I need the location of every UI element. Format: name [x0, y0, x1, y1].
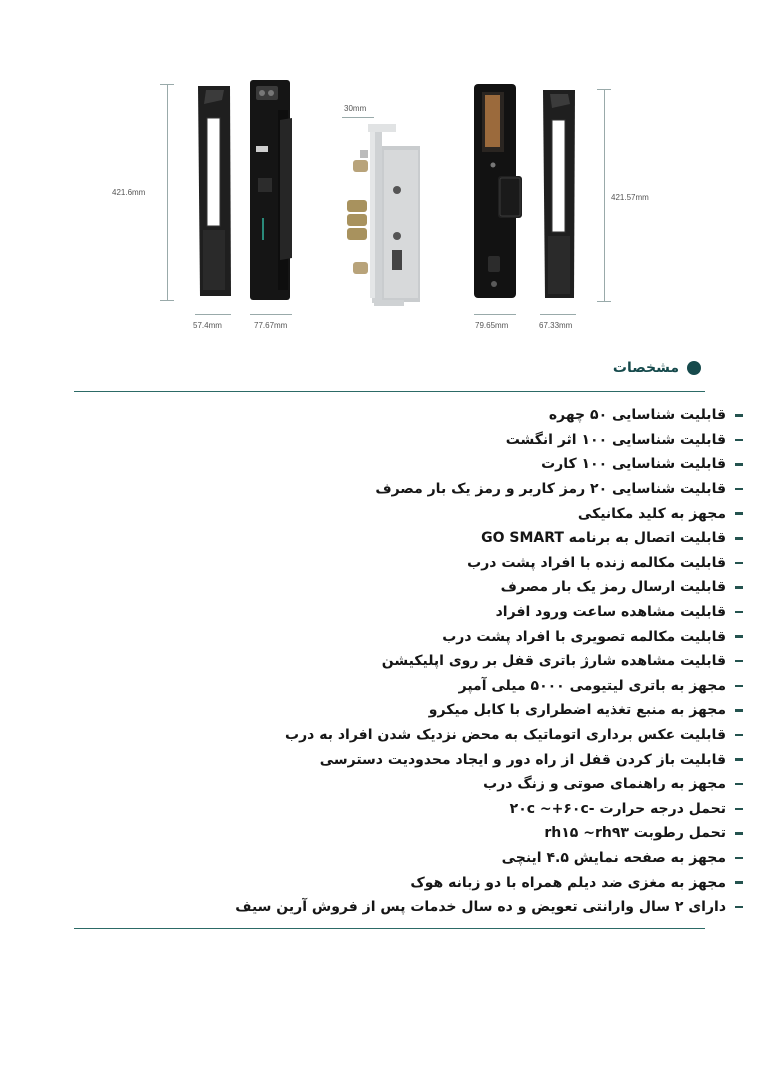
bottom-divider: [74, 928, 705, 929]
dash-bullet-icon: [735, 463, 743, 466]
spec-text: تحمل رطوبت rh۱۵ ~rh۹۳: [544, 825, 726, 842]
dash-bullet-icon: [735, 439, 743, 442]
dash-bullet-icon: [735, 562, 743, 565]
spec-text: مجهز به راهنمای صوتی و زنگ درب: [483, 776, 726, 793]
dash-bullet-icon: [735, 611, 743, 614]
right-height-label: 421.57mm: [611, 193, 649, 202]
spec-text: دارای ۲ سال وارانتی تعویض و ده سال خدمات پس از فروش آرین سیف: [235, 899, 726, 916]
spec-item: [103, 797, 743, 822]
specs-section-header: [613, 360, 701, 376]
specs-list: [103, 403, 743, 919]
dash-bullet-icon: [735, 734, 743, 737]
spec-item: [103, 575, 743, 600]
spec-text: مجهز به کلید مکانیکی: [577, 505, 726, 522]
spec-item: [103, 452, 743, 477]
spec-text: قابلیت مشاهده ساعت ورود افراد: [495, 604, 726, 621]
spec-text: قابلیت شناسایی ۱۰۰ کارت: [541, 456, 726, 473]
dash-bullet-icon: [735, 488, 743, 491]
bullet-dot-icon: [687, 361, 701, 375]
spec-item: [103, 772, 743, 797]
spec-item: [103, 821, 743, 846]
mortise-width-label: 30mm: [344, 104, 367, 113]
dash-bullet-icon: [735, 635, 743, 638]
spec-item: [103, 747, 743, 772]
width-label-2: 77.67mm: [254, 321, 288, 330]
spec-text: قابلیت مکالمه زنده با افراد پشت درب: [467, 554, 726, 571]
spec-text: مجهز به منبع تغذیه اضطراری با کابل میکرو: [428, 702, 726, 719]
dash-bullet-icon: [735, 586, 743, 589]
spec-item: [103, 428, 743, 453]
spec-item: [103, 501, 743, 526]
dash-bullet-icon: [735, 758, 743, 761]
inner-handle-back-view: [198, 86, 231, 296]
left-height-label: 421.6mm: [112, 188, 146, 197]
spec-item: [103, 403, 743, 428]
dash-bullet-icon: [735, 685, 743, 688]
spec-item: [103, 551, 743, 576]
width-label-4: 67.33mm: [539, 321, 573, 330]
dash-bullet-icon: [735, 783, 743, 786]
width-label-1: 57.4mm: [193, 321, 222, 330]
spec-text: قابلیت باز کردن قفل از راه دور و ایجاد محدودیت دسترسی: [319, 751, 726, 768]
spec-item: [103, 649, 743, 674]
spec-text: مجهز به باتری لیتیومی ۵۰۰۰ میلی آمپر: [458, 677, 726, 694]
dash-bullet-icon: [735, 660, 743, 663]
dash-bullet-icon: [735, 906, 743, 909]
outer-body-front-view: [474, 84, 522, 298]
mortise-lock-body: [347, 124, 420, 306]
dash-bullet-icon: [735, 832, 743, 835]
width-label-3: 79.65mm: [475, 321, 509, 330]
spec-item: [103, 723, 743, 748]
dash-bullet-icon: [735, 512, 743, 515]
section-title: مشخصات: [612, 360, 679, 376]
spec-text: قابلیت شناسایی ۱۰۰ اثر انگشت: [505, 431, 726, 448]
spec-item: [103, 477, 743, 502]
dash-bullet-icon: [735, 881, 743, 884]
spec-item: [103, 870, 743, 895]
spec-text: قابلیت شناسایی ۵۰ چهره: [548, 407, 726, 424]
inner-body-front-view: [250, 80, 292, 300]
spec-text: قابلیت ارسال رمز یک بار مصرف: [500, 579, 726, 596]
dash-bullet-icon: [735, 414, 743, 417]
dash-bullet-icon: [735, 857, 743, 860]
spec-item: [103, 895, 743, 920]
spec-text: قابلیت عکس برداری اتوماتیک به محض نزدیک شدن افراد به درب: [285, 727, 726, 744]
spec-text: قابلیت اتصال به برنامه GO SMART: [481, 530, 726, 547]
spec-item: [103, 846, 743, 871]
spec-item: [103, 674, 743, 699]
spec-text: قابلیت مشاهده شارژ باتری قفل بر روی اپلیکیشن: [381, 653, 726, 670]
dash-bullet-icon: [735, 808, 743, 811]
spec-item: [103, 624, 743, 649]
spec-item: [103, 698, 743, 723]
top-divider: [74, 391, 705, 392]
dash-bullet-icon: [735, 709, 743, 712]
outer-handle-back-view: [543, 90, 575, 298]
spec-text: قابلیت مکالمه تصویری با افراد پشت درب: [442, 628, 726, 645]
spec-text: مجهز به صفحه نمایش ۴.۵ اینچی: [501, 849, 726, 866]
product-dimension-figure: [0, 0, 771, 345]
spec-item: [103, 526, 743, 551]
spec-text: مجهز به مغزی ضد دیلم همراه با دو زبانه هوک: [410, 874, 726, 891]
spec-text: تحمل درجه حرارت -۲۰c ~+۶۰c: [509, 800, 726, 817]
lock-illustration: [0, 0, 771, 345]
spec-text: قابلیت شناسایی ۲۰ رمز کاربر و رمز یک بار مصرف: [375, 481, 726, 498]
dash-bullet-icon: [735, 537, 743, 540]
spec-item: [103, 600, 743, 625]
